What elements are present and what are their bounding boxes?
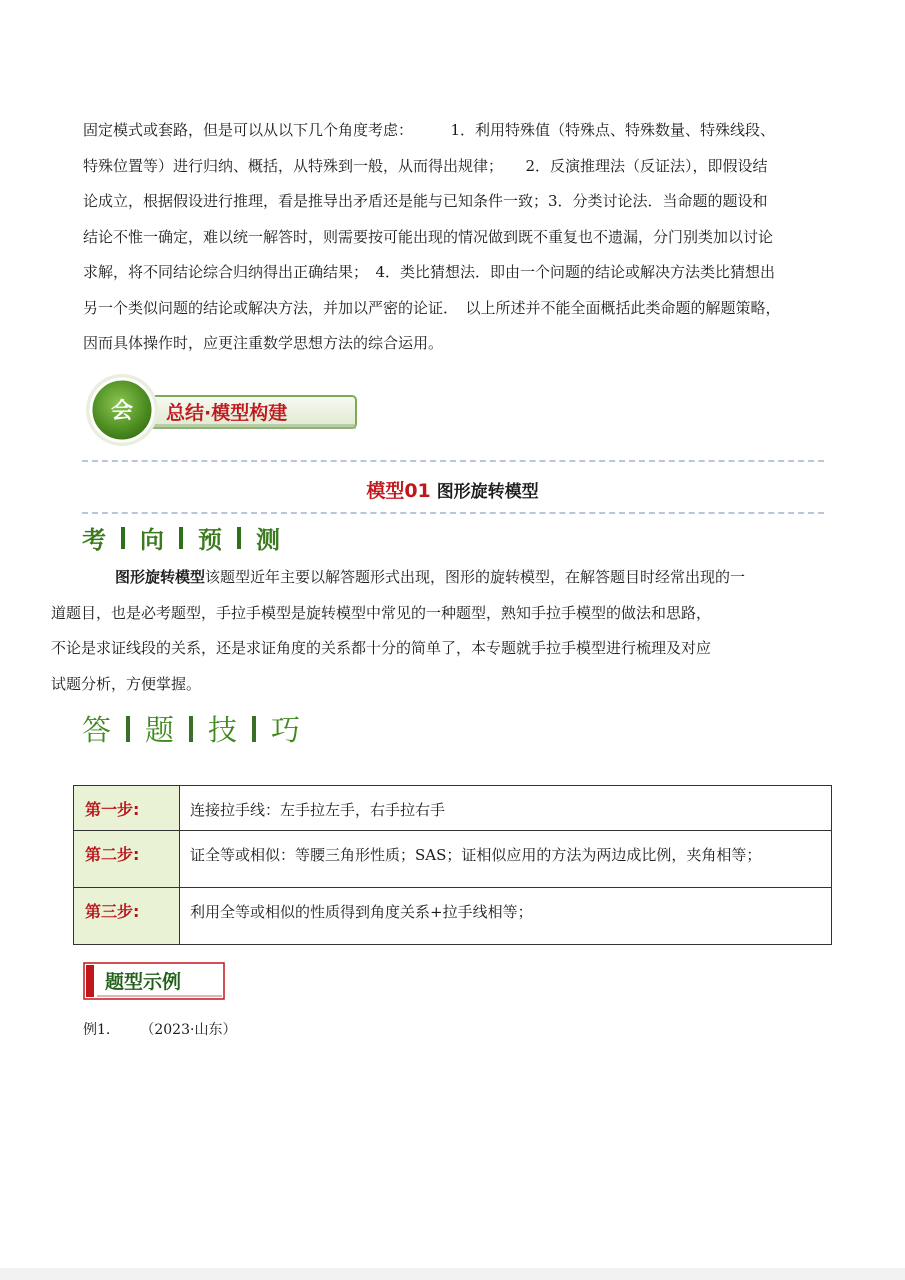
divider-top xyxy=(82,460,824,462)
intro-line: 结论不惟一确定，难以统一解答时，则需要按可能出现的情况做到既不重复也不遗漏，分门别类加以讨论 xyxy=(83,227,774,246)
heading-char: 考 xyxy=(82,525,106,554)
step-label: 第一步: xyxy=(74,786,180,831)
page-bottom-strip xyxy=(0,1268,905,1280)
steps-table xyxy=(73,785,832,945)
heading-separator xyxy=(126,716,130,742)
summary-model-badge xyxy=(84,372,364,452)
heading-char: 测 xyxy=(256,525,280,554)
example-badge-label: 题型示例 xyxy=(105,971,182,993)
intro-line: 固定模式或套路，但是可以从以下几个角度考虑： 1．利用特殊值（特殊点、特殊数量、特殊线段、 xyxy=(83,121,776,139)
trend-lead: 图形旋转模型 xyxy=(115,568,206,586)
heading-char: 技 xyxy=(208,713,238,747)
heading-char: 巧 xyxy=(271,713,301,747)
intro-line: 因而具体操作时，应更注重数学思想方法的综合运用。 xyxy=(83,334,444,352)
heading-separator xyxy=(237,527,241,549)
example-label: 例1. xyxy=(83,1022,111,1038)
heading-char: 答 xyxy=(82,713,112,747)
table-row xyxy=(74,831,832,888)
heading-separator xyxy=(189,716,193,742)
step-label: 第三步: xyxy=(74,888,180,945)
trend-line: 该题型近年主要以解答题形式出现，图形的旋转模型，在解答题目时经常出现的一 xyxy=(205,568,746,586)
heading-separator xyxy=(121,527,125,549)
trend-line: 不论是求证线段的关系，还是求证角度的关系都十分的简单了，本专题就手拉手模型进行梳理及对应 xyxy=(51,639,712,657)
heading-separator xyxy=(179,527,183,549)
intro-line: 特殊位置等）进行归纳、概括，从特殊到一般，从而得出规律； 2．反演推理法（反证法），即假设结 xyxy=(83,156,768,175)
intro-line: 求解，将不同结论综合归纳得出正确结果； 4．类比猜想法．即由一个问题的结论或解决方法类比猜想出 xyxy=(83,263,776,281)
heading-char: 向 xyxy=(140,525,164,554)
answer-tips-heading xyxy=(82,708,300,749)
heading-char: 预 xyxy=(198,525,222,554)
intro-line: 另一个类似问题的结论或解决方法，并加以严密的论证． 以上所述并不能全面概括此类命题的解题策略， xyxy=(83,298,781,317)
trend-paragraph xyxy=(51,560,828,702)
step-label: 第二步: xyxy=(74,831,180,888)
step-text: 证全等或相似：等腰三角形性质；SAS；证相似应用的方法为两边成比例，夹角相等； xyxy=(180,831,832,888)
badge-label: 总结·模型构建 xyxy=(166,402,288,424)
model-number: 模型01 xyxy=(366,480,431,502)
trend-line: 试题分析，方便掌握。 xyxy=(51,674,202,693)
intro-line: 论成立，根据假设进行推理，看是推导出矛盾还是能与已知条件一致；3．分类讨论法．当命题的题设和 xyxy=(83,192,768,210)
step-text: 连接拉手线：左手拉左手，右手拉右手 xyxy=(180,786,832,831)
example-line xyxy=(83,1019,236,1039)
intro-paragraph xyxy=(83,113,828,362)
trend-line: 道题目，也是必考题型，手拉手模型是旋转模型中常见的一种题型，熟知手拉手模型的做法和思路， xyxy=(51,603,712,622)
model-name: 图形旋转模型 xyxy=(436,482,539,502)
model-title xyxy=(0,476,905,503)
example-source: （2023·山东） xyxy=(140,1022,237,1038)
example-type-badge xyxy=(83,962,225,1000)
heading-char: 题 xyxy=(145,713,175,747)
badge-circle-char: 会 xyxy=(110,399,134,424)
table-row xyxy=(74,888,832,945)
step-text: 利用全等或相似的性质得到角度关系+拉手线相等； xyxy=(180,888,832,945)
exam-trend-heading xyxy=(82,520,280,555)
heading-separator xyxy=(252,716,256,742)
table-row xyxy=(74,786,832,831)
divider-bottom xyxy=(82,512,824,514)
